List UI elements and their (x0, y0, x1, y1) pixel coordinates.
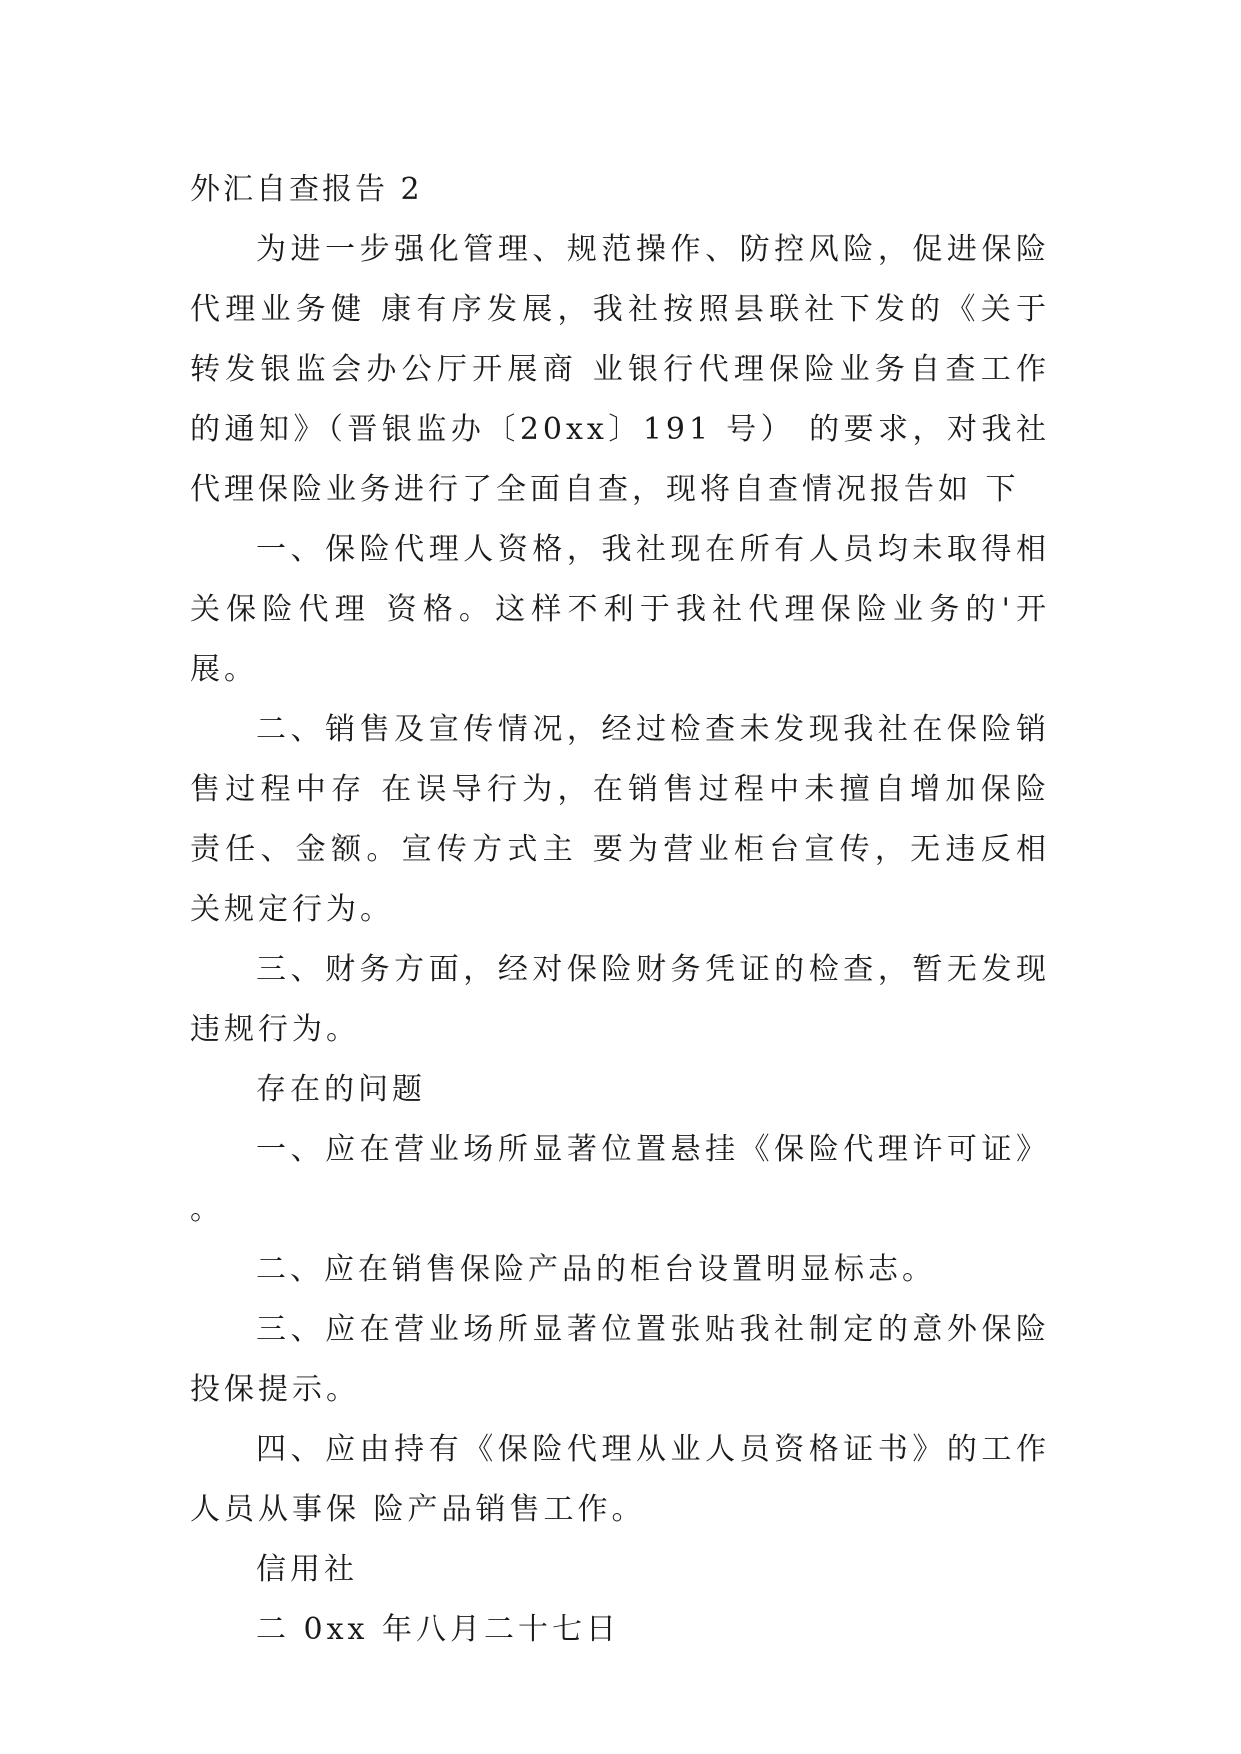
signature: 信用社 (256, 1552, 358, 1587)
issue-item: 三、应在营业场所显著位置张贴我社制定的意外保险投保提示。 (190, 1312, 1050, 1407)
issues-heading: 存在的问题 (256, 1072, 426, 1107)
document-body (190, 160, 1050, 1660)
document-title: 外汇自查报告 2 (190, 172, 423, 207)
finance-paragraph: 三、财务方面，经对保险财务凭证的检查，暂无发现违规行为。 (190, 952, 1050, 1047)
issue-item: 四、应由持有《保险代理从业人员资格证书》的工作人员从事保 险产品销售工作。 (190, 1432, 1050, 1527)
intro-paragraph: 为进一步强化管理、规范操作、防控风险，促进保险代理业务健 康有序发展，我社按照县联社下发的《关于转发银监会办公厅开展商 业银行代理保险业务自查工作的通知》（晋银监办〔20xx〕191 号） 的要求，对我社代理保险业务进行了全面自查，现将自查情况报告如 下 (190, 232, 1050, 507)
issue-item: 二、应在销售保险产品的柜台设置明显标志。 (256, 1252, 936, 1287)
sales-promotion-paragraph: 二、销售及宣传情况，经过检查未发现我社在保险销售过程中存 在误导行为，在销售过程中未擅自增加保险责任、金额。宣传方式主 要为营业柜台宣传，无违反相关规定行为。 (190, 712, 1050, 927)
issue-item: 一、应在营业场所显著位置悬挂《保险代理许可证》 。 (190, 1132, 1050, 1227)
agent-qualification-paragraph: 一、保险代理人资格，我社现在所有人员均未取得相关保险代理 资格。这样不利于我社代理保险业务的'开展。 (190, 532, 1050, 687)
report-date: 二 0xx 年八月二十七日 (256, 1612, 620, 1647)
